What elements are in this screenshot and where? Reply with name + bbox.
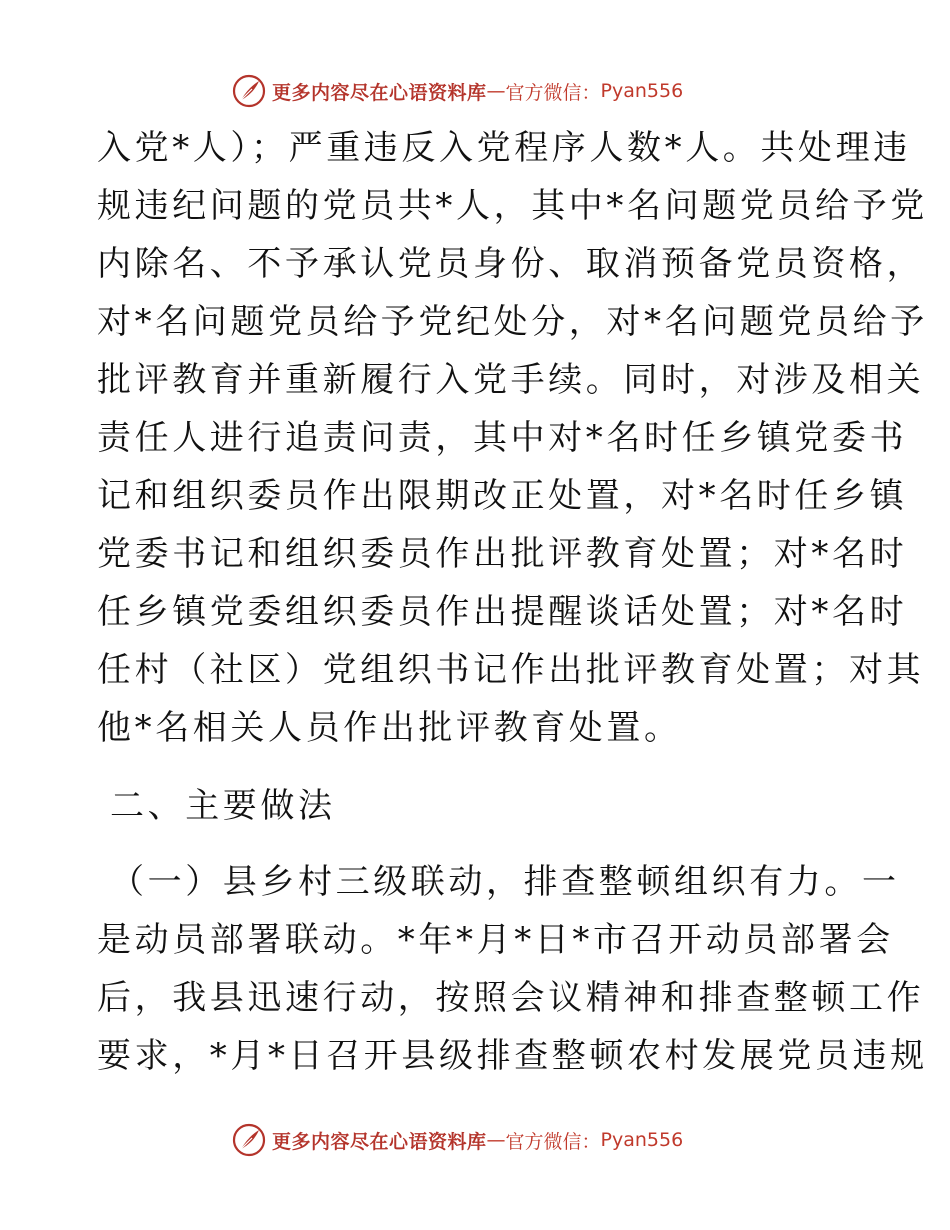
body-line-9: 任乡镇党委组织委员作出提醒谈话处置；对*名时	[97, 592, 908, 632]
watermark-dash: —	[486, 80, 506, 102]
watermark-brand: 更多内容尽在心语资料库	[272, 1130, 487, 1153]
body-line-5: 批评教育并重新履行入党手续。同时，对涉及相关	[97, 360, 925, 400]
body-line-10: 任村（社区）党组织书记作出批评教育处置；对其	[97, 650, 925, 690]
body-line-11: 他*名相关人员作出批评教育处置。	[97, 708, 682, 748]
watermark-brand: 更多内容尽在心语资料库	[272, 81, 487, 104]
subsection-line-4: 要求，*月*日召开县级排查整顿农村发展党员违规	[97, 1036, 928, 1076]
body-line-4: 对*名问题党员给予党纪处分，对*名问题党员给予	[97, 302, 928, 342]
watermark-official-label: 官方微信：	[505, 1130, 601, 1153]
body-line-7: 记和组织委员作出限期改正处置，对*名时任乡镇	[97, 476, 908, 516]
subsection-line-2: 是动员部署联动。*年*月*日*市召开动员部署会	[97, 920, 894, 960]
body-line-6: 责任人进行追责问责，其中对*名时任乡镇党委书	[97, 418, 908, 458]
watermark-wechat-id: Pyan556	[600, 80, 684, 102]
header-watermark	[232, 72, 683, 110]
subsection-line-1: （一）县乡村三级联动，排查整顿组织有力。一	[110, 862, 900, 902]
watermark-official-label: 官方微信：	[505, 81, 601, 104]
feather-logo-icon	[232, 1123, 266, 1157]
watermark-dash: —	[486, 1129, 506, 1151]
body-line-1: 入党*人）；严重违反入党程序人数*人。共处理违	[97, 128, 911, 168]
body-line-3: 内除名、不予承认党员身份、取消预备党员资格，	[97, 244, 925, 284]
body-line-8: 党委书记和组织委员作出批评教育处置；对*名时	[97, 534, 908, 574]
subsection-line-3: 后，我县迅速行动，按照会议精神和排查整顿工作	[97, 978, 925, 1018]
section-heading: 二、主要做法	[110, 786, 336, 826]
watermark-wechat-id: Pyan556	[600, 1129, 684, 1151]
body-line-2: 规违纪问题的党员共*人，其中*名问题党员给予党	[97, 186, 928, 226]
footer-watermark	[232, 1121, 683, 1159]
feather-logo-icon	[232, 74, 266, 108]
